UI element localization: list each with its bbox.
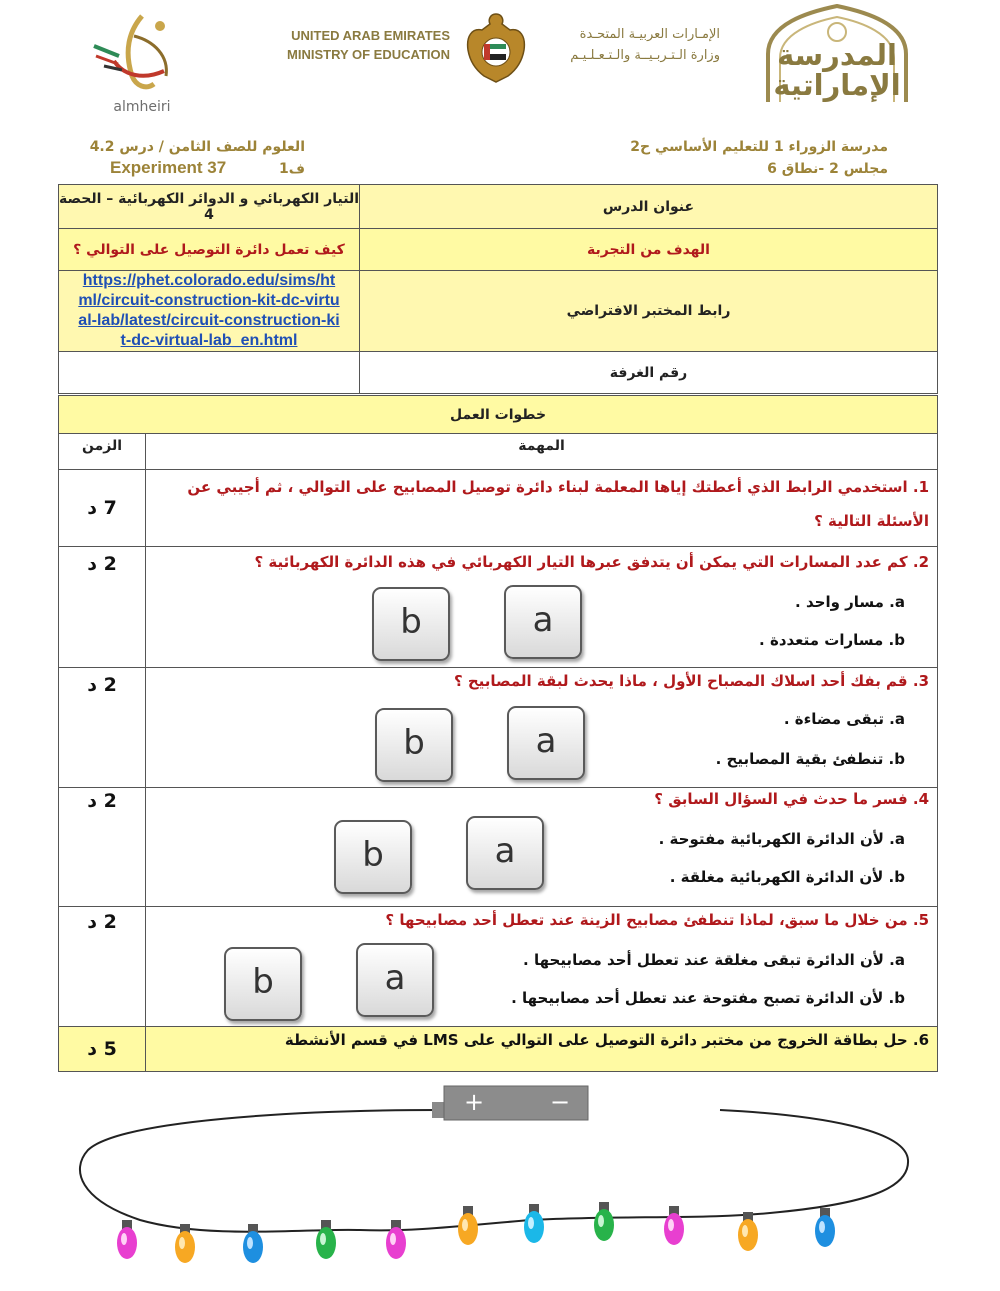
almheiri-logo [74, 6, 194, 101]
lab-link-label: رابط المختبر الافتراضي [360, 271, 938, 352]
school-logo-text [762, 40, 912, 100]
table-row [59, 185, 938, 229]
steps-title: خطوات العمل [59, 396, 938, 434]
q3-option-a: a. تبقى مضاءة . [783, 710, 905, 728]
bulb-icon [524, 1204, 544, 1243]
ministry-en-line2: MINISTRY OF EDUCATION [287, 47, 450, 62]
bulb-icon [243, 1224, 263, 1263]
table-row [59, 668, 938, 788]
q4-answer-b-button[interactable]: b [334, 820, 412, 894]
ministry-en [268, 26, 450, 64]
ministry-ar-line1: الإمـارات العربيـة المتحـدة [579, 27, 720, 42]
bulb-icon [458, 1206, 478, 1245]
uae-emblem [462, 10, 530, 86]
q4-text: 4. فسر ما حدث في السؤال السابق ؟ [654, 790, 929, 808]
q3-cell [146, 668, 938, 788]
uae-emblem-icon [462, 10, 530, 86]
room-number-label: رقم الغرفة [360, 352, 938, 394]
table-row [59, 434, 938, 470]
q2-time: 2 د [59, 547, 146, 668]
bulb-icon [664, 1206, 684, 1245]
school-logo-line1: المدرسة [777, 38, 897, 72]
q5-answer-b-button[interactable]: b [224, 947, 302, 1021]
steps-table [58, 395, 938, 1072]
q4-answer-a-button[interactable]: a [466, 816, 544, 890]
table-row [59, 788, 938, 907]
lesson-title-label: عنوان الدرس [360, 185, 938, 229]
q1-time: 7 د [59, 470, 146, 547]
q3-option-b: b. تنطفئ بقية المصابيح . [715, 750, 905, 768]
q2-text: 2. كم عدد المسارات التي يمكن أن يتدفق عبرها التيار الكهربائي في هذه الدائرة الكهربائية ؟ [254, 553, 929, 571]
q2-answer-b-button[interactable]: b [372, 587, 450, 661]
q4-cell [146, 788, 938, 907]
q3-answer-a-button[interactable]: a [507, 706, 585, 780]
lab-link[interactable]: https://phet.colorado.edu/sims/html/circuit-construction-kit-dc-virtual-lab/latest/circuit-construction-kit-dc-virtual-lab_en.html [78, 272, 340, 349]
objective-value: كيف تعمل دائرة التوصيل على التوالي ؟ [59, 229, 360, 271]
council-line: مجلس 2 -نطاق 6 [767, 161, 888, 177]
room-number-value [59, 352, 360, 394]
school-logo-line2: الإماراتية [773, 68, 901, 102]
q5-time: 2 د [59, 907, 146, 1027]
q3-time: 2 د [59, 668, 146, 788]
ministry-en-line1: UNITED ARAB EMIRATES [291, 28, 450, 43]
q5-answer-a-button[interactable]: a [356, 943, 434, 1017]
col-task-header: المهمة [146, 434, 938, 470]
q4-option-a: a. لأن الدائرة الكهربائية مفتوحة . [658, 830, 905, 848]
q5-option-a: a. لأن الدائرة تبقى مغلقة عند تعطل أحد مصابيحها . [523, 951, 905, 969]
table-row [59, 907, 938, 1027]
q6-time: 5 د [59, 1027, 146, 1072]
q4-option-b: b. لأن الدائرة الكهربائية مغلقة . [669, 868, 905, 886]
string-lights-circuit [60, 1080, 940, 1285]
col-time-header: الزمن [59, 434, 146, 470]
circuit-illustration [60, 1080, 940, 1285]
school-info [558, 136, 888, 180]
lab-link-cell [59, 271, 360, 352]
q2-cell [146, 547, 938, 668]
lesson-title-value: التيار الكهربائي و الدوائر الكهربائية – الحصة 4 [59, 185, 360, 229]
table-row [59, 271, 938, 352]
table-row [59, 396, 938, 434]
table-row [59, 229, 938, 271]
q3-answer-b-button[interactable]: b [375, 708, 453, 782]
q3-text: 3. قم بفك أحد اسلاك المصباح الأول ، ماذا يحدث لبقة المصابيح ؟ [453, 672, 929, 690]
objective-label: الهدف من التجربة [360, 229, 938, 271]
bulb-icon [815, 1208, 835, 1247]
table-row [59, 352, 938, 394]
q5-option-b: b. لأن الدائرة تصبح مفتوحة عند تعطل أحد مصابيحها . [511, 989, 905, 1007]
experiment-label: Experiment 37 [110, 158, 227, 177]
q1-text: 1. استخدمي الرابط الذي أعطتك إياها المعلمة لبناء دائرة توصيل المصابيح على التوالي ، ثم أجيبي عن الأسئلة التالية ؟ [146, 470, 938, 547]
almheiri-label: almheiri [113, 99, 171, 115]
battery-minus-label: − [550, 1088, 571, 1116]
ministry-ar [540, 24, 720, 66]
q2-option-b: b. مسارات متعددة . [759, 631, 905, 649]
q5-cell [146, 907, 938, 1027]
q2-answer-a-button[interactable]: a [504, 585, 582, 659]
q4-time: 2 د [59, 788, 146, 907]
q5-text: 5. من خلال ما سبق، لماذا تنطفئ مصابيح الزينة عند تعطل أحد مصابيحها ؟ [385, 911, 929, 929]
school-line: مدرسة الزوراء 1 للتعليم الأساسي ح2 [630, 139, 888, 155]
battery-plus-label: + [464, 1088, 485, 1116]
q2-option-a: a. مسار واحد . [795, 593, 905, 611]
almheiri-logo-icon [74, 6, 194, 101]
info-table [58, 184, 938, 394]
ministry-ar-line2: وزارة الـتـربـيــة والـتـعـلـيـم [570, 48, 720, 63]
bulb-icon [594, 1202, 614, 1241]
subject-line: العلوم للصف الثامن / درس 4.2 ف1 [89, 139, 305, 177]
table-row [59, 470, 938, 547]
bulb-icon [738, 1212, 758, 1251]
table-row [59, 547, 938, 668]
bulb-icon [386, 1220, 406, 1259]
bulb-icon [316, 1220, 336, 1259]
bulb-icon [117, 1220, 137, 1259]
table-row [59, 1027, 938, 1072]
q6-text: 6. حل بطاقة الخروج من مختبر دائرة التوصيل على التوالي على LMS في قسم الأنشطة [146, 1027, 938, 1072]
